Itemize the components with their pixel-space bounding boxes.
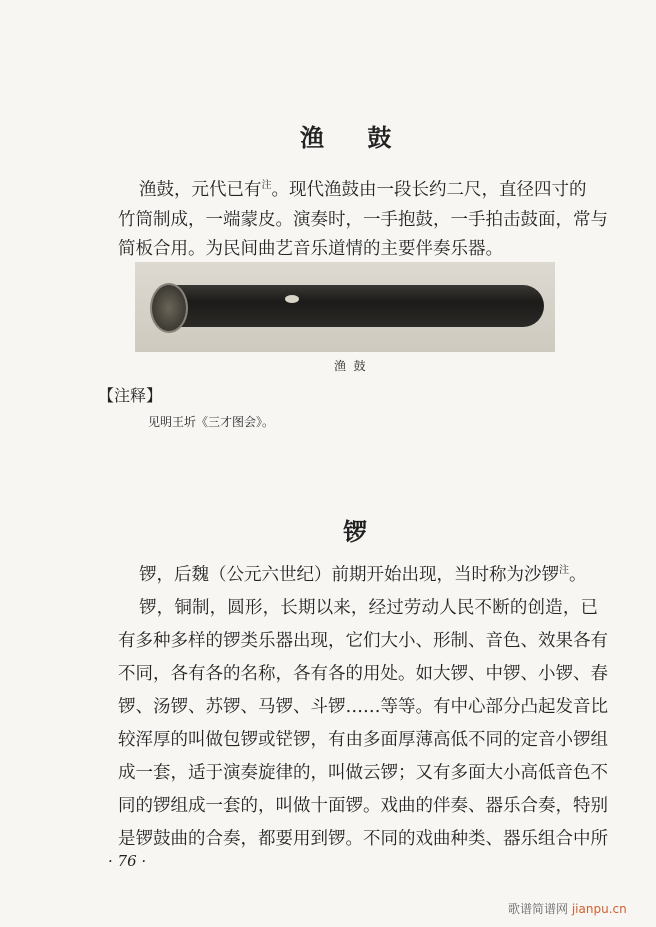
watermark-site-name: 歌谱简谱网 [508, 902, 569, 916]
note-mark: 注 [559, 565, 569, 577]
photo-caption: 渔 鼓 [334, 359, 366, 373]
paragraph-line [139, 561, 587, 586]
paragraph-line: 简板合用。为民间曲艺音乐道情的主要伴奏乐器。 [118, 239, 503, 259]
paragraph-line: 锣，铜制，圆形，长期以来，经过劳动人民不断的创造，已 [139, 598, 598, 618]
note-mark: 注 [261, 180, 272, 192]
text: 。现代渔鼓由一段长约二尺，直径四寸的 [271, 180, 587, 200]
paragraph-line: 同的锣组成一套的，叫做十面锣。戏曲的伴奏、器乐合奏，特别 [118, 796, 608, 816]
yugu-drum-head [150, 283, 188, 333]
paragraph-line [139, 176, 587, 201]
paragraph-line: 成一套，适于演奏旋律的，叫做云锣；又有多面大小高低音色不 [118, 763, 608, 783]
yugu-drum-image [152, 285, 544, 327]
text: 渔鼓，元代已有 [139, 180, 262, 200]
watermark [508, 900, 627, 917]
section-title-luo: 锣 [343, 517, 369, 546]
paragraph-line: 较浑厚的叫做包锣或铓锣，有由多面厚薄高低不同的定音小锣组 [118, 730, 608, 750]
section-title-yugu: 渔 鼓 [300, 123, 394, 152]
paragraph-line: 不同，各有各的名称，各有各的用处。如大锣、中锣、小锣、春 [118, 664, 608, 684]
note-text: 见明王圻《三才图会》。 [148, 415, 275, 429]
page-number: · 76 · [108, 852, 147, 870]
text: 锣，后魏（公元六世纪）前期开始出现，当时称为沙锣 [139, 565, 559, 585]
paragraph-line: 竹筒制成，一端蒙皮。演奏时，一手抱鼓，一手拍击鼓面，常与 [118, 210, 608, 230]
notes-heading: 【注释】 [98, 386, 163, 405]
watermark-url: jianpu.cn [571, 902, 627, 916]
paragraph-line: 是锣鼓曲的合奏，都要用到锣。不同的戏曲种类、器乐组合中所 [118, 829, 608, 849]
paragraph-line: 有多种多样的锣类乐器出现，它们大小、形制、音色、效果各有 [118, 631, 608, 651]
photo-spot [285, 295, 299, 303]
text: 。 [569, 565, 587, 585]
paragraph-line: 锣、汤锣、苏锣、马锣、斗锣……等等。有中心部分凸起发音比 [118, 697, 608, 717]
